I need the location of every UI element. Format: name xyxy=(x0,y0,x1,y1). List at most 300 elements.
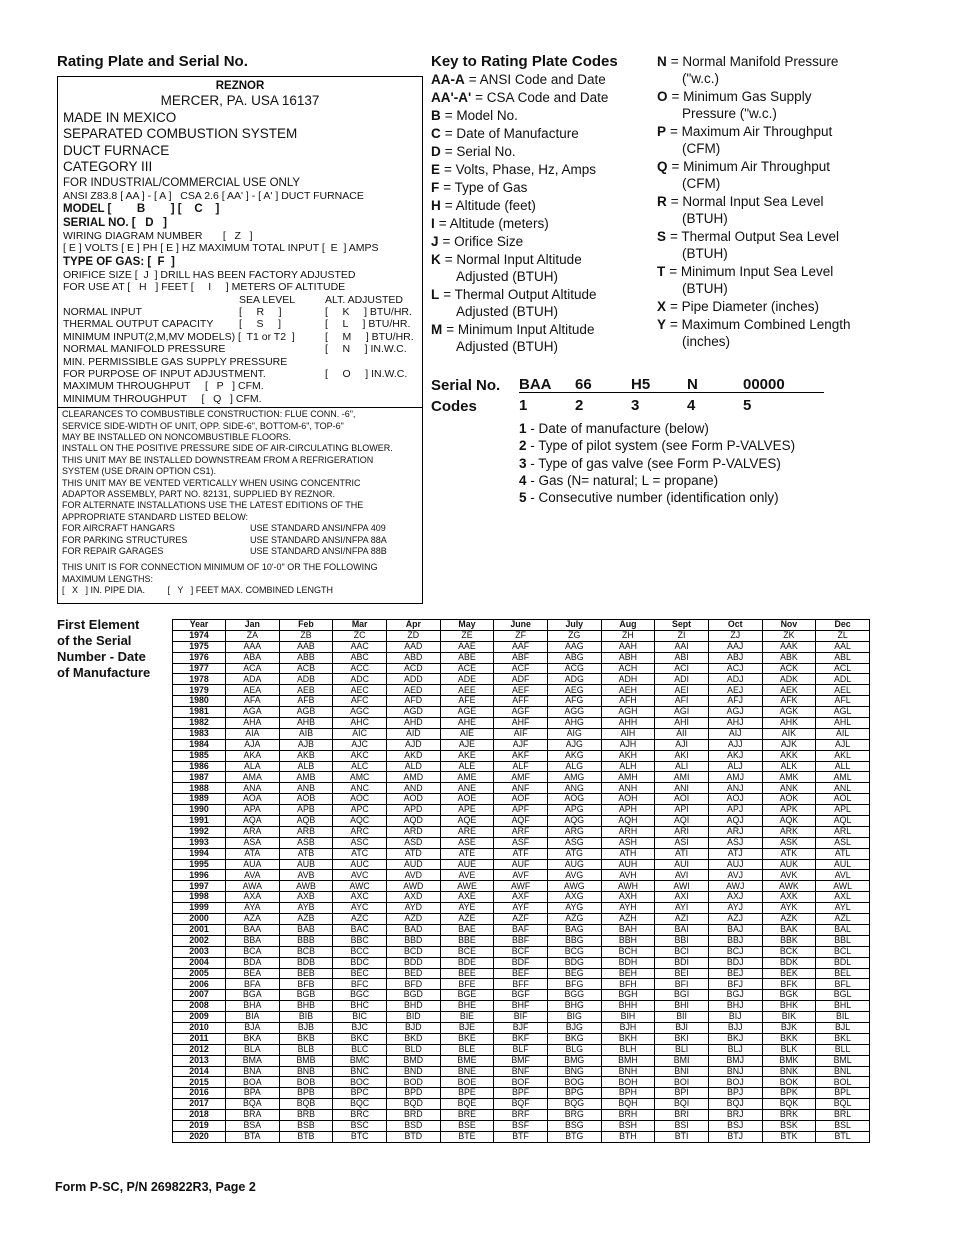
key-item xyxy=(431,321,651,339)
code-cell: AAE xyxy=(440,641,494,652)
plate-rating-row xyxy=(63,306,417,318)
plate-row-label: MAXIMUM THROUGHPUT [ P ] CFM. xyxy=(63,380,264,393)
code-cell: BLD xyxy=(386,1044,440,1055)
code-cell: AMK xyxy=(762,772,816,783)
clearance-line: CLEARANCES TO COMBUSTIBLE CONSTRUCTION: FLUE CONN. -6", xyxy=(62,409,356,420)
code-cell: BFH xyxy=(601,979,655,990)
table-header-cell: May xyxy=(440,620,494,631)
key-description-cont: Adjusted (BTUH) xyxy=(456,269,559,284)
code-cell: BOA xyxy=(226,1077,280,1088)
code-cell: BOC xyxy=(333,1077,387,1088)
code-cell: BJH xyxy=(601,1022,655,1033)
code-cell: AHH xyxy=(601,718,655,729)
code-cell: AQB xyxy=(279,816,333,827)
year-cell: 2003 xyxy=(173,946,226,957)
year-cell: 2005 xyxy=(173,968,226,979)
code-cell: AFL xyxy=(816,696,870,707)
code-cell: BTI xyxy=(655,1131,709,1142)
code-cell: AWL xyxy=(816,881,870,892)
alt-adjusted-header: ALT. ADJUSTED xyxy=(325,293,403,306)
key-description-cont: ("w.c.) xyxy=(682,71,720,86)
code-cell: ARE xyxy=(440,826,494,837)
code-cell: ZH xyxy=(601,630,655,641)
rating-plate-heading: Rating Plate and Serial No. xyxy=(57,53,248,70)
code-cell: AYA xyxy=(226,903,280,914)
code-cell: BFE xyxy=(440,979,494,990)
code-cell: AQI xyxy=(655,816,709,827)
serial-desc-line xyxy=(519,437,795,454)
code-cell: ADG xyxy=(547,674,601,685)
code-cell: AII xyxy=(655,728,709,739)
code-cell: BTE xyxy=(440,1131,494,1142)
code-cell: BNF xyxy=(494,1066,548,1077)
code-cell: AEA xyxy=(226,685,280,696)
plate-row-label: NORMAL MANIFOLD PRESSURE xyxy=(63,343,226,356)
connection-line: MAXIMUM LENGTHS: xyxy=(62,573,154,584)
code-cell: BTH xyxy=(601,1131,655,1142)
code-cell: AGG xyxy=(547,707,601,718)
key-description-cont: Pressure ("w.c.) xyxy=(682,106,777,121)
code-cell: BBD xyxy=(386,935,440,946)
code-cell: BGC xyxy=(333,990,387,1001)
key-code: L xyxy=(431,287,440,302)
code-cell: BQF xyxy=(494,1099,548,1110)
key-code: F xyxy=(431,180,440,195)
code-cell: BKC xyxy=(333,1033,387,1044)
code-cell: BAG xyxy=(547,924,601,935)
code-cell: ADB xyxy=(279,674,333,685)
code-cell: AKB xyxy=(279,750,333,761)
code-cell: BJK xyxy=(762,1022,816,1033)
serial-num-3: 3 xyxy=(631,397,640,414)
code-cell: AVL xyxy=(816,870,870,881)
plate-row-sea: [ R ] xyxy=(239,305,282,318)
code-cell: AXE xyxy=(440,892,494,903)
code-cell: ARJ xyxy=(708,826,762,837)
year-cell: 2017 xyxy=(173,1099,226,1110)
table-row xyxy=(173,1110,870,1121)
plate-row-alt: [ O ] IN.W.C. xyxy=(325,367,408,380)
code-cell: BLK xyxy=(762,1044,816,1055)
code-cell: AYL xyxy=(816,903,870,914)
table-row xyxy=(173,1066,870,1077)
code-cell: ATA xyxy=(226,848,280,859)
year-cell: 2019 xyxy=(173,1120,226,1131)
code-cell: BTJ xyxy=(708,1131,762,1142)
plate-model: MODEL [ B ] [ C ] xyxy=(63,202,220,215)
year-cell: 1985 xyxy=(173,750,226,761)
code-cell: AIB xyxy=(279,728,333,739)
code-cell: ATF xyxy=(494,848,548,859)
code-cell: BNK xyxy=(762,1066,816,1077)
code-cell: APD xyxy=(386,805,440,816)
code-cell: AFF xyxy=(494,696,548,707)
code-cell: BKG xyxy=(547,1033,601,1044)
code-cell: AOE xyxy=(440,794,494,805)
code-cell: AQD xyxy=(386,816,440,827)
key-item xyxy=(431,251,651,269)
serial-desc-text: - Consecutive number (identification only) xyxy=(526,490,779,506)
code-cell: ZI xyxy=(655,630,709,641)
code-cell: BHJ xyxy=(708,1001,762,1012)
key-code: S xyxy=(657,229,667,244)
code-cell: BGI xyxy=(655,990,709,1001)
year-cell: 2013 xyxy=(173,1055,226,1066)
code-cell: AMI xyxy=(655,772,709,783)
code-cell: APF xyxy=(494,805,548,816)
code-cell: AUI xyxy=(655,859,709,870)
code-cell: BDJ xyxy=(708,957,762,968)
code-cell: AGH xyxy=(601,707,655,718)
code-cell: AWJ xyxy=(708,881,762,892)
table-row xyxy=(173,924,870,935)
serial-desc-line xyxy=(519,489,795,506)
code-cell: BJF xyxy=(494,1022,548,1033)
key-item xyxy=(431,179,651,197)
code-cell: AGE xyxy=(440,707,494,718)
code-cell: AYG xyxy=(547,903,601,914)
code-cell: ASE xyxy=(440,837,494,848)
code-cell: BLA xyxy=(226,1044,280,1055)
key-item xyxy=(431,125,651,143)
code-cell: BCH xyxy=(601,946,655,957)
code-cell: ALJ xyxy=(708,761,762,772)
code-cell: AFB xyxy=(279,696,333,707)
code-cell: ARI xyxy=(655,826,709,837)
code-cell: ASL xyxy=(816,837,870,848)
code-cell: BLL xyxy=(816,1044,870,1055)
table-header-row xyxy=(173,620,870,631)
table-header-cell: June xyxy=(494,620,548,631)
plate-volts: [ E ] VOLTS [ E ] PH [ E ] HZ MAXIMUM TOTAL INPUT [ E ] AMPS xyxy=(63,242,379,255)
key-item xyxy=(431,107,651,125)
code-cell: AWH xyxy=(601,881,655,892)
code-cell: BEG xyxy=(547,968,601,979)
code-cell: BOH xyxy=(601,1077,655,1088)
code-cell: AND xyxy=(386,783,440,794)
code-cell: AEE xyxy=(440,685,494,696)
serial-num-1: 1 xyxy=(519,397,528,414)
code-cell: AKE xyxy=(440,750,494,761)
standard-code: USE STANDARD ANSI/NFPA 88B xyxy=(250,546,387,557)
code-cell: BOL xyxy=(816,1077,870,1088)
table-row xyxy=(173,837,870,848)
code-cell: AZJ xyxy=(708,914,762,925)
code-cell: AVC xyxy=(333,870,387,881)
code-cell: AXF xyxy=(494,892,548,903)
code-cell: BCC xyxy=(333,946,387,957)
key-item xyxy=(657,263,897,281)
code-cell: BKL xyxy=(816,1033,870,1044)
table-header-cell: Year xyxy=(173,620,226,631)
code-cell: BAH xyxy=(601,924,655,935)
code-cell: AHJ xyxy=(708,718,762,729)
code-cell: AIG xyxy=(547,728,601,739)
key-item xyxy=(431,161,651,179)
key-description-cont: Adjusted (BTUH) xyxy=(456,339,559,354)
code-cell: AGD xyxy=(386,707,440,718)
code-cell: ACE xyxy=(440,663,494,674)
code-cell: BMG xyxy=(547,1055,601,1066)
code-cell: BEK xyxy=(762,968,816,979)
code-cell: APK xyxy=(762,805,816,816)
plate-row-alt: [ K ] BTU/HR. xyxy=(325,305,412,318)
plate-row-label: THERMAL OUTPUT CAPACITY xyxy=(63,318,214,331)
key-code: O xyxy=(657,89,668,104)
key-description: = Serial No. xyxy=(444,144,516,159)
code-cell: AKF xyxy=(494,750,548,761)
connection-line: [ X ] IN. PIPE DIA. [ Y ] FEET MAX. COMBINED LENGTH xyxy=(62,585,334,596)
table-row xyxy=(173,750,870,761)
code-cell: BJI xyxy=(655,1022,709,1033)
table-header-cell: Oct xyxy=(708,620,762,631)
code-cell: AUH xyxy=(601,859,655,870)
code-cell: AEF xyxy=(494,685,548,696)
code-cell: AEI xyxy=(655,685,709,696)
sea-level-header: SEA LEVEL xyxy=(239,293,296,306)
plate-row-alt xyxy=(325,356,417,368)
code-cell: ABD xyxy=(386,652,440,663)
plate-rating-row xyxy=(63,393,417,405)
key-item xyxy=(431,286,651,304)
code-cell: BAL xyxy=(816,924,870,935)
code-cell: BIB xyxy=(279,1012,333,1023)
key-item xyxy=(657,228,897,246)
code-cell: AVJ xyxy=(708,870,762,881)
code-cell: BBJ xyxy=(708,935,762,946)
code-cell: AGJ xyxy=(708,707,762,718)
serial-desc-number: 2 xyxy=(519,438,527,454)
code-cell: AFG xyxy=(547,696,601,707)
code-cell: ANA xyxy=(226,783,280,794)
code-cell: BDD xyxy=(386,957,440,968)
year-cell: 2014 xyxy=(173,1066,226,1077)
serial-desc-text: - Type of gas valve (see Form P-VALVES) xyxy=(526,455,781,471)
code-cell: AQJ xyxy=(708,816,762,827)
code-cell: BSE xyxy=(440,1120,494,1131)
code-cell: ADH xyxy=(601,674,655,685)
code-cell: AAI xyxy=(655,641,709,652)
code-cell: ABK xyxy=(762,652,816,663)
code-cell: BDI xyxy=(655,957,709,968)
code-cell: ADJ xyxy=(708,674,762,685)
code-cell: AKA xyxy=(226,750,280,761)
code-cell: BJJ xyxy=(708,1022,762,1033)
code-cell: BFB xyxy=(279,979,333,990)
table-row xyxy=(173,1077,870,1088)
code-cell: AJC xyxy=(333,739,387,750)
code-cell: BDC xyxy=(333,957,387,968)
code-cell: AOL xyxy=(816,794,870,805)
code-cell: AXB xyxy=(279,892,333,903)
table-row xyxy=(173,968,870,979)
year-cell: 2006 xyxy=(173,979,226,990)
year-cell: 1986 xyxy=(173,761,226,772)
code-cell: AMG xyxy=(547,772,601,783)
key-description: = Minimum Input Sea Level xyxy=(669,264,834,279)
code-cell: BTD xyxy=(386,1131,440,1142)
code-cell: BLC xyxy=(333,1044,387,1055)
code-cell: BBL xyxy=(816,935,870,946)
code-cell: BDA xyxy=(226,957,280,968)
code-cell: BFK xyxy=(762,979,816,990)
code-cell: AEB xyxy=(279,685,333,696)
code-cell: BML xyxy=(816,1055,870,1066)
code-cell: AZG xyxy=(547,914,601,925)
serial-part-1: BAA xyxy=(519,376,552,393)
key-code: I xyxy=(431,216,435,231)
code-cell: BTL xyxy=(816,1131,870,1142)
code-cell: BLF xyxy=(494,1044,548,1055)
code-cell: BKB xyxy=(279,1033,333,1044)
code-cell: AQK xyxy=(762,816,816,827)
table-row xyxy=(173,794,870,805)
year-cell: 1984 xyxy=(173,739,226,750)
code-cell: AYI xyxy=(655,903,709,914)
key-code: T xyxy=(657,264,666,279)
table-row xyxy=(173,1099,870,1110)
code-cell: AAK xyxy=(762,641,816,652)
plate-row-label: MINIMUM INPUT(2,M,MV MODELS) [ T1 or T2 ] xyxy=(63,330,295,343)
plate-category: CATEGORY III xyxy=(63,159,153,174)
key-description: = Maximum Combined Length xyxy=(670,317,851,332)
code-cell: BGK xyxy=(762,990,816,1001)
code-cell: AAB xyxy=(279,641,333,652)
code-cell: BHL xyxy=(816,1001,870,1012)
code-cell: BIL xyxy=(816,1012,870,1023)
table-header-cell: Sept xyxy=(655,620,709,631)
plate-furnace: DUCT FURNACE xyxy=(63,142,170,158)
code-cell: AHE xyxy=(440,718,494,729)
code-cell: BHG xyxy=(547,1001,601,1012)
key-description: = Maximum Air Throughput xyxy=(670,124,833,139)
table-row xyxy=(173,1131,870,1142)
code-cell: BBK xyxy=(762,935,816,946)
code-cell: AKJ xyxy=(708,750,762,761)
serial-desc-text: - Date of manufacture (below) xyxy=(526,421,709,436)
code-cell: ANF xyxy=(494,783,548,794)
code-cell: AIK xyxy=(762,728,816,739)
key-description: = Minimum Gas Supply xyxy=(671,89,812,104)
code-cell: ACD xyxy=(386,663,440,674)
code-cell: ACH xyxy=(601,663,655,674)
code-cell: AAA xyxy=(226,641,280,652)
serial-desc-line xyxy=(519,420,795,437)
code-cell: ACG xyxy=(547,663,601,674)
code-cell: AVD xyxy=(386,870,440,881)
table-row xyxy=(173,739,870,750)
key-description: = Volts, Phase, Hz, Amps xyxy=(444,162,596,177)
table-row xyxy=(173,696,870,707)
code-cell: AKL xyxy=(816,750,870,761)
key-code: H xyxy=(431,198,441,213)
table-row xyxy=(173,1120,870,1131)
code-cell: BCA xyxy=(226,946,280,957)
serial-part-2: 66 xyxy=(575,376,592,393)
key-item xyxy=(657,88,897,106)
serial-part-3: H5 xyxy=(631,376,651,393)
code-cell: AED xyxy=(386,685,440,696)
code-cell: ZD xyxy=(386,630,440,641)
code-cell: AKG xyxy=(547,750,601,761)
code-cell: AFJ xyxy=(708,696,762,707)
year-cell: 1983 xyxy=(173,728,226,739)
year-cell: 1989 xyxy=(173,794,226,805)
year-cell: 2018 xyxy=(173,1110,226,1121)
code-cell: AEC xyxy=(333,685,387,696)
code-cell: BGH xyxy=(601,990,655,1001)
code-cell: BGJ xyxy=(708,990,762,1001)
table-header-cell: Feb xyxy=(279,620,333,631)
key-description: = Minimum Air Throughput xyxy=(671,159,830,174)
code-cell: BTB xyxy=(279,1131,333,1142)
code-cell: AIF xyxy=(494,728,548,739)
plate-row-label: MIN. PERMISSIBLE GAS SUPPLY PRESSURE xyxy=(63,355,288,368)
serial-descriptions xyxy=(519,420,795,506)
code-cell: AVH xyxy=(601,870,655,881)
key-code: B xyxy=(431,108,441,123)
key-description: = Date of Manufacture xyxy=(444,126,579,141)
code-cell: AKC xyxy=(333,750,387,761)
plate-row-sea xyxy=(239,331,325,343)
code-cell: BIF xyxy=(494,1012,548,1023)
code-cell: ANB xyxy=(279,783,333,794)
code-cell: ANI xyxy=(655,783,709,794)
code-cell: BII xyxy=(655,1012,709,1023)
clearance-line: SERVICE SIDE-WIDTH OF UNIT, OPP. SIDE-6", BOTTOM-6", TOP-6" xyxy=(62,420,344,431)
code-cell: API xyxy=(655,805,709,816)
code-cell: BTC xyxy=(333,1131,387,1142)
code-cell: BAB xyxy=(279,924,333,935)
key-list-left xyxy=(431,71,651,356)
table-row xyxy=(173,979,870,990)
code-cell: ZC xyxy=(333,630,387,641)
code-cell: BEH xyxy=(601,968,655,979)
code-cell: BRH xyxy=(601,1110,655,1121)
code-cell: BBC xyxy=(333,935,387,946)
code-cell: ZG xyxy=(547,630,601,641)
code-cell: AGA xyxy=(226,707,280,718)
code-cell: APB xyxy=(279,805,333,816)
year-cell: 1979 xyxy=(173,685,226,696)
code-cell: BIH xyxy=(601,1012,655,1023)
code-cell: AID xyxy=(386,728,440,739)
serial-example-letters xyxy=(519,376,824,393)
table-row xyxy=(173,718,870,729)
plate-use: FOR INDUSTRIAL/COMMERCIAL USE ONLY xyxy=(63,176,301,189)
table-row xyxy=(173,685,870,696)
code-cell: AMH xyxy=(601,772,655,783)
code-cell: BSF xyxy=(494,1120,548,1131)
code-cell: BOK xyxy=(762,1077,816,1088)
code-cell: BEJ xyxy=(708,968,762,979)
code-cell: AXH xyxy=(601,892,655,903)
code-cell: AXD xyxy=(386,892,440,903)
code-cell: AIC xyxy=(333,728,387,739)
code-cell: BQK xyxy=(762,1099,816,1110)
code-cell: ABF xyxy=(494,652,548,663)
code-cell: AYC xyxy=(333,903,387,914)
key-description-cont: (BTUH) xyxy=(682,281,728,296)
code-cell: AGK xyxy=(762,707,816,718)
code-cell: BIG xyxy=(547,1012,601,1023)
table-row xyxy=(173,946,870,957)
code-cell: ABH xyxy=(601,652,655,663)
code-cell: AQG xyxy=(547,816,601,827)
code-cell: BRC xyxy=(333,1110,387,1121)
code-cell: ANJ xyxy=(708,783,762,794)
standard-place: FOR PARKING STRUCTURES xyxy=(62,534,188,545)
